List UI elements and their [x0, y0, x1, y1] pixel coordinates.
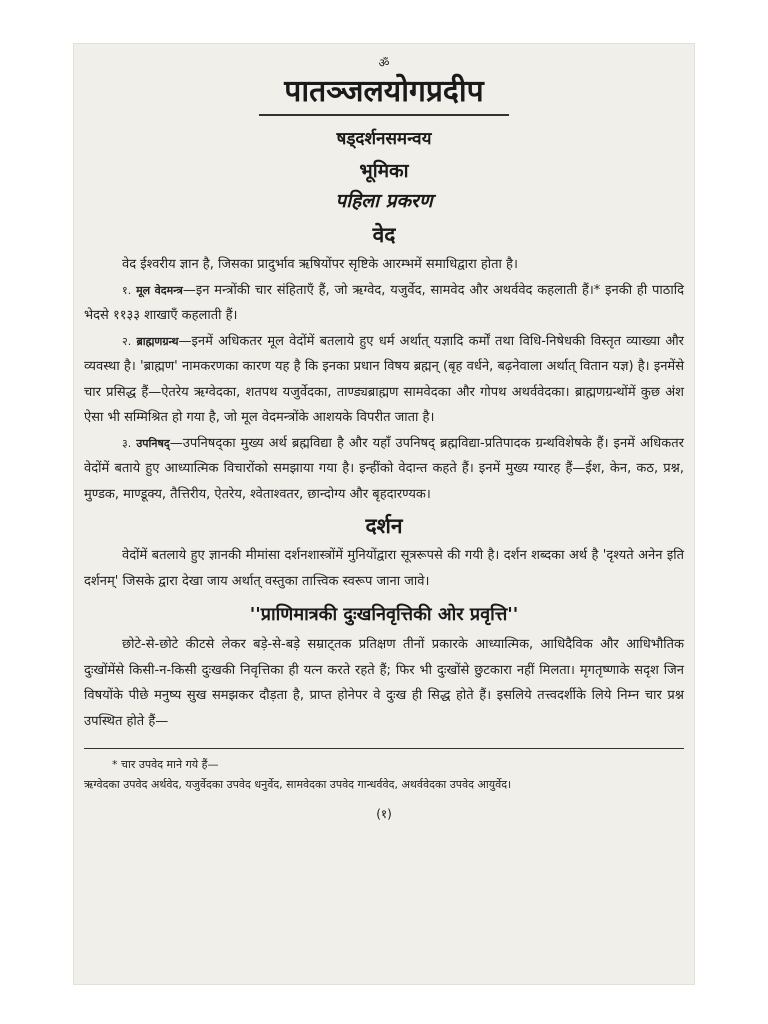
pravritti-text: छोटे-से-छोटे कीटसे लेकर बड़े-से-बड़े सम्राट्तक प्रतिक्षण तीनों प्रकारके आध्यात्मिक, आधिदैविक और आधिभौतिक दुःखोंमेंसे किसी-न-किसी दुःखकी निवृत्तिका ही यत्न करते रहते हैं; फिर भी दुःखोंसे छुटकारा नहीं मिलता। मृगतृष्णाके सदृश जिन विषयोंके पीछे मनुष्य सुख समझकर दौड़ता है, प्राप्त होनेपर वे दुःख ही सिद्ध होते हैं। इसलिये तत्त्वदर्शीके लिये निम्न चार प्रश्न उपस्थित होते हैं— [84, 637, 684, 729]
item-number: २. [122, 334, 132, 348]
heading-veda: वेद [372, 223, 396, 247]
footnote-line-2: ऋग्वेदका उपवेद अर्थवेद, यजुर्वेदका उपवेद धनुर्वेद, सामवेदका उपवेद गान्धर्ववेद, अथर्ववेदका उपवेद आयुर्वेद। [84, 778, 512, 791]
item-text: —इन मन्त्रोंकी चार संहिताएँ हैं, जो ऋग्वेद, यजुर्वेद, सामवेद और अथर्ववेद कहलाती हैं।* इनकी ही पाठादि भेदसे ११३३ शाखाएँ कहलाती हैं। [84, 282, 684, 323]
page-title: पातञ्जलयोगप्रदीप [284, 74, 484, 109]
veda-item-3 [84, 431, 684, 508]
item-number: १. [122, 283, 132, 297]
veda-item-2 [84, 329, 684, 431]
heading-pravritti: ''प्राणिमात्रकी दुःखनिवृत्तिकी ओर प्रवृत्ति'' [249, 604, 519, 625]
item-term: ब्राह्मणग्रन्थ [136, 334, 179, 348]
om-symbol: ॐ [378, 56, 390, 70]
page-number: (१) [376, 807, 392, 821]
footnote-line-1: * चार उपवेद माने गये हैं— [112, 758, 219, 771]
subtitle: षड्दर्शनसमन्वय [336, 129, 432, 149]
item-text: —इनमें अधिकतर मूल वेदोंमें बतलाये हुए धर्म अर्थात् यज्ञादि कर्मों तथा विधि-निषेधकी विस्तृत व्याख्या और व्यवस्था है। 'ब्राह्मण' नामकरणका कारण यह है कि इनका प्रधान विषय ब्रह्मन् (बृह वर्धने, बढ़नेवाला अर्थात् वितान यज्ञ) है। इनमेंसे चार प्रसिद्ध हैं—ऐतरेय ऋग्वेदका, शतपथ यजुर्वेदका, ताण्ड्यब्राह्मण सामवेदका और गोपथ अथर्ववेदका। ब्राह्मणग्रन्थोंमें कुछ अंश ऐसा भी सम्मिश्रित हो गया है, जो मूल वेदमन्त्रोंके आशयके विपरीत जाता है। [84, 333, 684, 425]
item-term: उपनिषद् [136, 436, 170, 450]
darshan-text: वेदोंमें बतलाये हुए ज्ञानकी मीमांसा दर्शनशास्त्रोंमें मुनियोंद्वारा सूत्ररूपसे की गयी है। दर्शन शब्दका अर्थ है 'दृश्यते अनेन इति दर्शनम्' जिसके द्वारा देखा जाय अर्थात् वस्तुका तात्त्विक स्वरूप जाना जावे। [84, 548, 684, 589]
veda-item-1 [84, 278, 684, 329]
book-page [74, 44, 694, 984]
item-term: मूल वेदमन्त्र [136, 283, 183, 297]
section-bhumika: भूमिका [359, 160, 409, 182]
title-underline [259, 114, 509, 116]
item-number: ३. [122, 436, 132, 450]
footnote-divider [84, 748, 684, 749]
veda-intro: वेद ईश्वरीय ज्ञान है, जिसका प्रादुर्भाव ऋषियोंपर सृष्टिके आरम्भमें समाधिद्वारा होता है। [122, 257, 518, 272]
chapter-heading: पहिला प्रकरण [335, 190, 433, 212]
heading-darshan: दर्शन [365, 514, 403, 538]
page-content [84, 56, 684, 974]
item-text: —उपनिषद्का मुख्य अर्थ ब्रह्मविद्या है और यहाँ उपनिषद् ब्रह्मविद्या-प्रतिपादक ग्रन्थविशेषके हैं। इनमें अधिकतर वेदोंमें बताये हुए आध्यात्मिक विचारोंको समझाया गया है। इन्हींको वेदान्त कहते हैं। इनमें मुख्य ग्यारह हैं—ईश, केन, कठ, प्रश्न, मुण्डक, माण्डूक्य, तैत्तिरीय, ऐतरेय, श्वेताश्वतर, छान्दोग्य और बृहदारण्यक। [84, 435, 684, 502]
